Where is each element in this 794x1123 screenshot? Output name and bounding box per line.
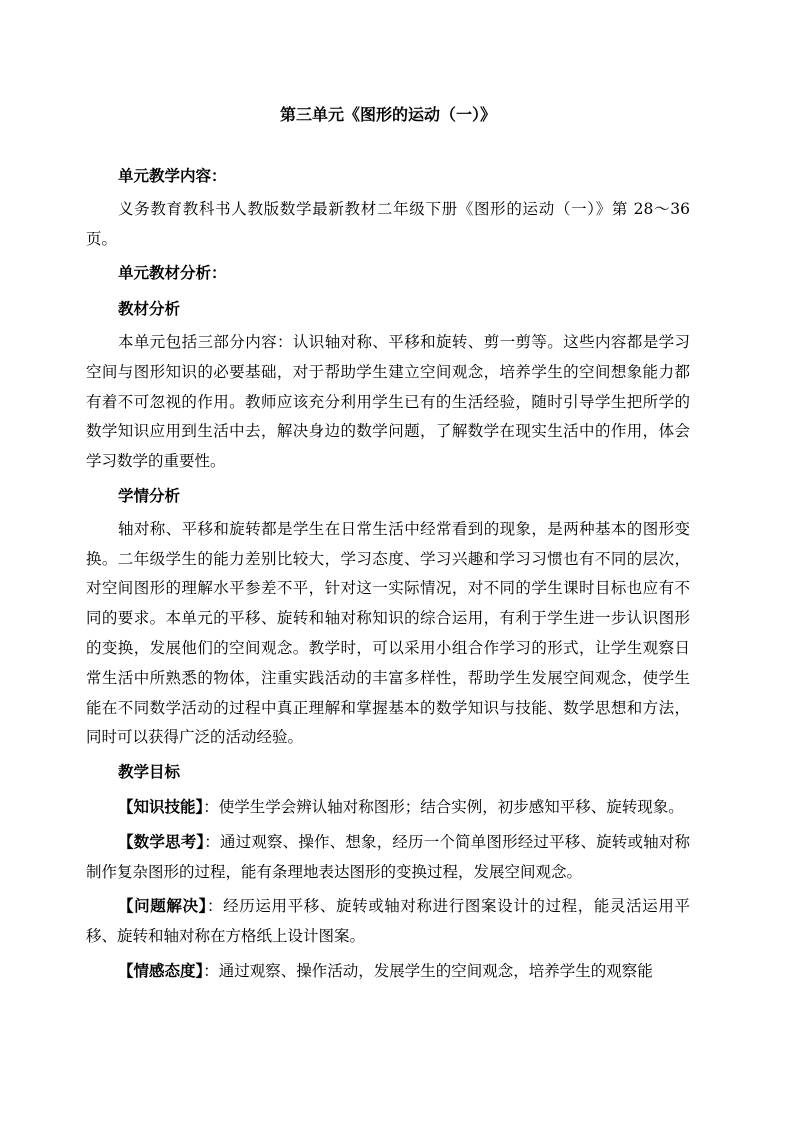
goal-text: ：通过观察、操作活动，发展学生的空间观念，培养学生的观察能	[203, 961, 653, 980]
goal-knowledge-skills	[86, 790, 690, 825]
document-body	[86, 100, 690, 989]
goal-label: 【情感态度】	[118, 960, 204, 980]
goal-text: ：经历运用平移、旋转或轴对称进行图案设计的过程，能灵活运用平移、旋转和轴对称在方格纸上设计图案。	[86, 897, 690, 946]
goal-emotion-attitude	[86, 954, 690, 989]
goal-label: 【知识技能】	[118, 796, 204, 816]
goal-text: ：使学生学会辨认轴对称图形；结合实例，初步感知平移、旋转现象。	[203, 797, 684, 816]
goal-math-thinking	[86, 825, 690, 890]
goal-problem-solving	[86, 889, 690, 954]
material-analysis-heading: 教材分析	[118, 299, 181, 319]
material-analysis-text: 本单元包括三部分内容：认识轴对称、平移和旋转、剪一剪等。这些内容都是学习空间与图形知识的必要基础，对于帮助学生建立空间观念，培养学生的空间想象能力都有着不可忽视的作用。教师应该充分利用学生已有的生活经验，随时引导学生把所学的数学知识应用到生活中去，解决身边的数学问题，了解数学在现实生活中的作用，体会学习数学的重要性。	[86, 332, 690, 471]
student-analysis-text: 轴对称、平移和旋转都是学生在日常生活中经常看到的现象，是两种基本的图形变换。二年级学生的能力差别比较大，学习态度、学习兴趣和学习习惯也有不同的层次，对空间图形的理解水平参差不平，针对这一实际情况，对不同的学生课时目标也应有不同的要求。本单元的平移、旋转和轴对称知识的综合运用，有利于学生进一步认识图形的变换，发展他们的空间观念。教学时，可以采用小组合作学习的形式，让学生观察日常生活中所熟悉的物体，注重实践活动的丰富多样性，帮助学生发展空间观念，使学生能在不同数学活动的过程中真正理解和掌握基本的数学知识与技能、数学思想和方法，同时可以获得广泛的活动经验。	[86, 519, 690, 747]
unit-analysis-heading: 单元教材分析：	[118, 263, 227, 283]
teaching-goals-heading: 教学目标	[118, 762, 181, 782]
goal-text: ：通过观察、操作、想象，经历一个简单图形经过平移、旋转或轴对称制作复杂图形的过程，能有条理地表达图形的变换过程，发展空间观念。	[86, 832, 690, 881]
goal-label: 【问题解决】	[118, 896, 207, 916]
student-analysis-heading: 学情分析	[118, 485, 181, 505]
document-title: 第三单元《图形的运动（一）》	[279, 105, 496, 124]
unit-content-text: 义务教育教科书人教版数学最新教材二年级下册《图形的运动（一）》第 28～36 页。	[86, 199, 690, 248]
unit-content-heading: 单元教学内容：	[118, 166, 227, 185]
goal-label: 【数学思考】	[118, 831, 205, 851]
